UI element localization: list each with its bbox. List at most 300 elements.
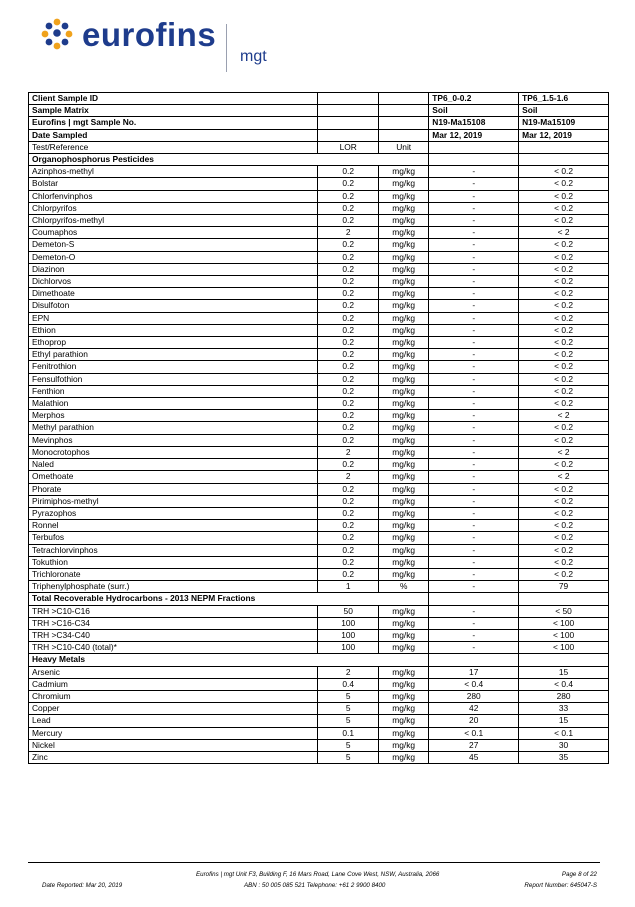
table-row xyxy=(29,459,609,471)
unit-value: mg/kg xyxy=(379,312,429,324)
sample1-result: - xyxy=(429,507,519,519)
sample2-result: < 0.2 xyxy=(519,166,609,178)
sample2-result: < 0.2 xyxy=(519,312,609,324)
sample1-result: - xyxy=(429,239,519,251)
unit-value: mg/kg xyxy=(379,385,429,397)
analyte-name: Tetrachlorvinphos xyxy=(29,544,318,556)
analyte-name: Methyl parathion xyxy=(29,422,318,434)
section-header-row xyxy=(29,593,609,605)
sample1-result: - xyxy=(429,434,519,446)
lor-value: 0.2 xyxy=(318,178,379,190)
sample2-id: TP6_1.5-1.6 xyxy=(519,93,609,105)
sample2-result: < 100 xyxy=(519,617,609,629)
label-date-sampled: Date Sampled xyxy=(29,129,318,141)
lor-value: 0.2 xyxy=(318,251,379,263)
sample1-result: 42 xyxy=(429,703,519,715)
sample2-result: < 2 xyxy=(519,227,609,239)
analyte-name: Trichloronate xyxy=(29,568,318,580)
lor-value: 0.2 xyxy=(318,373,379,385)
lor-value: 5 xyxy=(318,703,379,715)
lor-value: 5 xyxy=(318,690,379,702)
unit-value: mg/kg xyxy=(379,544,429,556)
analyte-name: Mevinphos xyxy=(29,434,318,446)
lor-value: 0.2 xyxy=(318,312,379,324)
table-row xyxy=(29,532,609,544)
analyte-name: Fenthion xyxy=(29,385,318,397)
header-row-date-sampled xyxy=(29,129,609,141)
sample1-result: - xyxy=(429,410,519,422)
lor-value: 0.2 xyxy=(318,215,379,227)
sample2-result: < 0.2 xyxy=(519,495,609,507)
lor-value: 1 xyxy=(318,581,379,593)
analyte-name: Chromium xyxy=(29,690,318,702)
label-sample-no: Eurofins | mgt Sample No. xyxy=(29,117,318,129)
analyte-name: TRH >C10-C16 xyxy=(29,605,318,617)
unit-value: mg/kg xyxy=(379,605,429,617)
sample2-result: < 0.1 xyxy=(519,727,609,739)
sample2-result: 15 xyxy=(519,666,609,678)
sample2-result: < 0.2 xyxy=(519,337,609,349)
analyte-name: Bolstar xyxy=(29,178,318,190)
unit-value: mg/kg xyxy=(379,520,429,532)
analyte-name: Tokuthion xyxy=(29,556,318,568)
unit-value: mg/kg xyxy=(379,373,429,385)
footer-page-number: Page 8 of 22 xyxy=(561,871,597,878)
lor-value: 5 xyxy=(318,715,379,727)
table-row xyxy=(29,703,609,715)
unit-value: mg/kg xyxy=(379,507,429,519)
analyte-name: Demeton-S xyxy=(29,239,318,251)
unit-value: mg/kg xyxy=(379,690,429,702)
lor-value: 0.2 xyxy=(318,520,379,532)
table-row xyxy=(29,300,609,312)
unit-value: mg/kg xyxy=(379,483,429,495)
lor-value: 0.2 xyxy=(318,568,379,580)
section-title: Organophosphorus Pesticides xyxy=(29,154,318,166)
table-row xyxy=(29,471,609,483)
sample2-result: < 0.2 xyxy=(519,178,609,190)
sample2-result: < 50 xyxy=(519,605,609,617)
lor-value: 0.2 xyxy=(318,483,379,495)
sample1-matrix: Soil xyxy=(429,105,519,117)
sample1-result: - xyxy=(429,324,519,336)
sample2-result: 33 xyxy=(519,703,609,715)
analyte-name: Copper xyxy=(29,703,318,715)
unit-value: mg/kg xyxy=(379,459,429,471)
unit-value: mg/kg xyxy=(379,678,429,690)
sample2-result: < 0.2 xyxy=(519,532,609,544)
table-row xyxy=(29,227,609,239)
table-row xyxy=(29,178,609,190)
header-row-sample-no xyxy=(29,117,609,129)
unit-value: mg/kg xyxy=(379,410,429,422)
logo-sub-brand: mgt xyxy=(240,48,267,65)
analyte-name: Phorate xyxy=(29,483,318,495)
lor-value: 0.4 xyxy=(318,678,379,690)
table-row xyxy=(29,581,609,593)
table-row xyxy=(29,166,609,178)
results-table xyxy=(28,92,609,764)
sample1-result: - xyxy=(429,337,519,349)
table-row xyxy=(29,666,609,678)
sample1-result: - xyxy=(429,568,519,580)
lor-value: 0.2 xyxy=(318,300,379,312)
unit-value: mg/kg xyxy=(379,178,429,190)
sample1-result: - xyxy=(429,629,519,641)
lor-value: 0.2 xyxy=(318,532,379,544)
sample2-matrix: Soil xyxy=(519,105,609,117)
table-row xyxy=(29,215,609,227)
sample2-result: < 2 xyxy=(519,471,609,483)
unit-value: mg/kg xyxy=(379,715,429,727)
sample2-result: < 0.2 xyxy=(519,398,609,410)
sample2-result: < 0.2 xyxy=(519,459,609,471)
unit-value: mg/kg xyxy=(379,337,429,349)
analyte-name: Ethion xyxy=(29,324,318,336)
lor-value: 2 xyxy=(318,446,379,458)
lor-value: 2 xyxy=(318,471,379,483)
sample2-result: < 100 xyxy=(519,629,609,641)
analyte-name: Lead xyxy=(29,715,318,727)
lor-value: 0.2 xyxy=(318,507,379,519)
lor-value: 2 xyxy=(318,227,379,239)
lor-value: 0.2 xyxy=(318,495,379,507)
lor-value: 0.1 xyxy=(318,727,379,739)
unit-value: mg/kg xyxy=(379,642,429,654)
table-row xyxy=(29,263,609,275)
lor-value: 100 xyxy=(318,617,379,629)
sample1-result: - xyxy=(429,166,519,178)
unit-value: mg/kg xyxy=(379,703,429,715)
analyte-name: Pyrazophos xyxy=(29,507,318,519)
analyte-name: Dimethoate xyxy=(29,288,318,300)
sample1-result: - xyxy=(429,190,519,202)
analyte-name: TRH >C16-C34 xyxy=(29,617,318,629)
table-row xyxy=(29,312,609,324)
lor-value: 0.2 xyxy=(318,385,379,397)
analyte-name: Merphos xyxy=(29,410,318,422)
unit-value: mg/kg xyxy=(379,629,429,641)
sample1-result: - xyxy=(429,263,519,275)
sample2-result: < 0.2 xyxy=(519,520,609,532)
sample1-result: 280 xyxy=(429,690,519,702)
footer-divider xyxy=(28,862,600,863)
sample2-result: < 0.2 xyxy=(519,434,609,446)
analyte-name: Pirimiphos-methyl xyxy=(29,495,318,507)
table-row xyxy=(29,337,609,349)
sample1-result: - xyxy=(429,544,519,556)
sample1-result: - xyxy=(429,483,519,495)
lor-value: 0.2 xyxy=(318,239,379,251)
analyte-name: Arsenic xyxy=(29,666,318,678)
unit-value: mg/kg xyxy=(379,666,429,678)
table-row xyxy=(29,288,609,300)
lor-value: 0.2 xyxy=(318,544,379,556)
analyte-name: Ethoprop xyxy=(29,337,318,349)
sample1-result: < 0.1 xyxy=(429,727,519,739)
footer-date-reported: Date Reported: Mar 20, 2019 xyxy=(42,882,123,889)
table-row xyxy=(29,715,609,727)
sample1-result: - xyxy=(429,215,519,227)
table-row xyxy=(29,373,609,385)
table-row xyxy=(29,361,609,373)
unit-value: mg/kg xyxy=(379,556,429,568)
lor-value: 0.2 xyxy=(318,398,379,410)
sample1-result: - xyxy=(429,251,519,263)
col-lor: LOR xyxy=(318,141,379,153)
sample1-result: - xyxy=(429,288,519,300)
lor-value: 0.2 xyxy=(318,276,379,288)
sample1-result: - xyxy=(429,605,519,617)
unit-value: mg/kg xyxy=(379,166,429,178)
lor-value: 0.2 xyxy=(318,349,379,361)
sample1-result: - xyxy=(429,520,519,532)
table-row xyxy=(29,544,609,556)
table-row xyxy=(29,434,609,446)
table-row xyxy=(29,739,609,751)
unit-value: mg/kg xyxy=(379,532,429,544)
sample1-result: 17 xyxy=(429,666,519,678)
sample1-result: 45 xyxy=(429,751,519,763)
sample1-result: 27 xyxy=(429,739,519,751)
table-row xyxy=(29,520,609,532)
sample1-result: - xyxy=(429,373,519,385)
sample2-result: 79 xyxy=(519,581,609,593)
sample1-result: - xyxy=(429,361,519,373)
sample1-result: - xyxy=(429,422,519,434)
analyte-name: Diazinon xyxy=(29,263,318,275)
analyte-name: Ronnel xyxy=(29,520,318,532)
unit-value: mg/kg xyxy=(379,349,429,361)
footer-report-number: Report Number: 645047-S xyxy=(524,882,597,889)
lor-value: 0.2 xyxy=(318,434,379,446)
lor-value: 0.2 xyxy=(318,166,379,178)
sample2-result: < 0.2 xyxy=(519,544,609,556)
table-row xyxy=(29,483,609,495)
unit-value: mg/kg xyxy=(379,751,429,763)
table-row xyxy=(29,507,609,519)
unit-value: mg/kg xyxy=(379,471,429,483)
sample1-result: - xyxy=(429,276,519,288)
sample2-result: < 0.2 xyxy=(519,385,609,397)
table-row xyxy=(29,276,609,288)
sample2-result: < 0.2 xyxy=(519,324,609,336)
table-row xyxy=(29,556,609,568)
table-row xyxy=(29,422,609,434)
unit-value: mg/kg xyxy=(379,495,429,507)
sample2-result: < 0.4 xyxy=(519,678,609,690)
sample1-result: - xyxy=(429,471,519,483)
unit-value: mg/kg xyxy=(379,202,429,214)
sample1-result: - xyxy=(429,556,519,568)
analyte-name: Disulfoton xyxy=(29,300,318,312)
sample1-result: - xyxy=(429,398,519,410)
column-header-row xyxy=(29,141,609,153)
analyte-name: Chlorfenvinphos xyxy=(29,190,318,202)
sample2-result: < 0.2 xyxy=(519,568,609,580)
sample2-result: < 0.2 xyxy=(519,300,609,312)
lor-value: 2 xyxy=(318,666,379,678)
table-row xyxy=(29,239,609,251)
sample2-result: < 0.2 xyxy=(519,276,609,288)
analyte-name: Chlorpyrifos xyxy=(29,202,318,214)
analyte-name: Mercury xyxy=(29,727,318,739)
unit-value: mg/kg xyxy=(379,434,429,446)
unit-value: mg/kg xyxy=(379,568,429,580)
analyte-name: Azinphos-methyl xyxy=(29,166,318,178)
analyte-name: Malathion xyxy=(29,398,318,410)
analyte-name: Cadmium xyxy=(29,678,318,690)
analyte-name: Terbufos xyxy=(29,532,318,544)
table-row xyxy=(29,629,609,641)
sample1-number: N19-Ma15108 xyxy=(429,117,519,129)
sample1-result: - xyxy=(429,349,519,361)
logo-wordmark: eurofins xyxy=(82,16,217,53)
sample1-result: - xyxy=(429,312,519,324)
unit-value: mg/kg xyxy=(379,215,429,227)
sample2-number: N19-Ma15109 xyxy=(519,117,609,129)
table-row xyxy=(29,446,609,458)
unit-value: % xyxy=(379,581,429,593)
footer-abn-telephone: ABN : 50 005 085 521 Telephone: +61 2 9900 8400 xyxy=(244,882,386,889)
lor-value: 0.2 xyxy=(318,190,379,202)
unit-value: mg/kg xyxy=(379,251,429,263)
unit-value: mg/kg xyxy=(379,739,429,751)
sample1-result: < 0.4 xyxy=(429,678,519,690)
analyte-name: Monocrotophos xyxy=(29,446,318,458)
table-row xyxy=(29,568,609,580)
unit-value: mg/kg xyxy=(379,324,429,336)
unit-value: mg/kg xyxy=(379,276,429,288)
col-unit: Unit xyxy=(379,141,429,153)
table-row xyxy=(29,617,609,629)
unit-value: mg/kg xyxy=(379,727,429,739)
sample2-result: < 0.2 xyxy=(519,202,609,214)
section-title: Heavy Metals xyxy=(29,654,318,666)
sample2-result: < 0.2 xyxy=(519,483,609,495)
sample1-result: - xyxy=(429,581,519,593)
footer-address: Eurofins | mgt Unit F3, Building F, 16 Mars Road, Lane Cove West, NSW, Australia, 2066 xyxy=(196,871,440,878)
table-row xyxy=(29,349,609,361)
analyte-name: TRH >C34-C40 xyxy=(29,629,318,641)
table-row xyxy=(29,605,609,617)
table-row xyxy=(29,642,609,654)
table-row xyxy=(29,751,609,763)
section-header-row xyxy=(29,654,609,666)
analyte-name: EPN xyxy=(29,312,318,324)
lor-value: 0.2 xyxy=(318,337,379,349)
sample2-result: < 0.2 xyxy=(519,556,609,568)
analyte-name: Zinc xyxy=(29,751,318,763)
sample1-result: - xyxy=(429,642,519,654)
analyte-name: Fensulfothion xyxy=(29,373,318,385)
sample1-result: - xyxy=(429,617,519,629)
analyte-name: Demeton-O xyxy=(29,251,318,263)
analyte-name: Triphenylphosphate (surr.) xyxy=(29,581,318,593)
lor-value: 0.2 xyxy=(318,324,379,336)
sample2-result: < 0.2 xyxy=(519,373,609,385)
unit-value: mg/kg xyxy=(379,239,429,251)
header-row-sample-matrix xyxy=(29,105,609,117)
sample2-result: < 2 xyxy=(519,410,609,422)
lor-value: 5 xyxy=(318,751,379,763)
analyte-name: Dichlorvos xyxy=(29,276,318,288)
sample1-result: - xyxy=(429,459,519,471)
lor-value: 100 xyxy=(318,642,379,654)
col-test-reference: Test/Reference xyxy=(29,141,318,153)
table-row xyxy=(29,251,609,263)
unit-value: mg/kg xyxy=(379,398,429,410)
analyte-name: Naled xyxy=(29,459,318,471)
sample1-result: - xyxy=(429,385,519,397)
analyte-name: Fenitrothion xyxy=(29,361,318,373)
lor-value: 0.2 xyxy=(318,556,379,568)
sample2-result: < 0.2 xyxy=(519,349,609,361)
unit-value: mg/kg xyxy=(379,300,429,312)
unit-value: mg/kg xyxy=(379,227,429,239)
sample1-id: TP6_0-0.2 xyxy=(429,93,519,105)
lor-value: 100 xyxy=(318,629,379,641)
header-row-client-sample-id xyxy=(29,93,609,105)
section-header-row xyxy=(29,154,609,166)
table-row xyxy=(29,727,609,739)
lor-value: 0.2 xyxy=(318,361,379,373)
unit-value: mg/kg xyxy=(379,361,429,373)
sample1-result: - xyxy=(429,532,519,544)
table-row xyxy=(29,678,609,690)
lor-value: 0.2 xyxy=(318,410,379,422)
unit-value: mg/kg xyxy=(379,288,429,300)
sample2-result: < 0.2 xyxy=(519,251,609,263)
sample2-result: < 0.2 xyxy=(519,361,609,373)
label-sample-matrix: Sample Matrix xyxy=(29,105,318,117)
table-row xyxy=(29,202,609,214)
sample2-result: 15 xyxy=(519,715,609,727)
section-title: Total Recoverable Hydrocarbons - 2013 NEPM Fractions xyxy=(29,593,318,605)
sample1-result: - xyxy=(429,178,519,190)
table-row xyxy=(29,690,609,702)
lor-value: 5 xyxy=(318,739,379,751)
sample2-result: < 0.2 xyxy=(519,288,609,300)
sample1-result: - xyxy=(429,202,519,214)
analyte-name: Nickel xyxy=(29,739,318,751)
sample1-result: - xyxy=(429,495,519,507)
unit-value: mg/kg xyxy=(379,446,429,458)
sample2-result: < 0.2 xyxy=(519,507,609,519)
lor-value: 50 xyxy=(318,605,379,617)
lor-value: 0.2 xyxy=(318,459,379,471)
sample2-result: 30 xyxy=(519,739,609,751)
lor-value: 0.2 xyxy=(318,202,379,214)
sample1-result: - xyxy=(429,300,519,312)
label-client-sample-id: Client Sample ID xyxy=(29,93,318,105)
sample2-result: < 0.2 xyxy=(519,215,609,227)
analyte-name: Chlorpyrifos-methyl xyxy=(29,215,318,227)
analyte-name: Coumaphos xyxy=(29,227,318,239)
lor-value: 0.2 xyxy=(318,263,379,275)
lor-value: 0.2 xyxy=(318,422,379,434)
results-table-body xyxy=(29,93,609,764)
unit-value: mg/kg xyxy=(379,263,429,275)
sample2-result: < 0.2 xyxy=(519,263,609,275)
sample2-result: < 2 xyxy=(519,446,609,458)
sample2-result: 280 xyxy=(519,690,609,702)
table-row xyxy=(29,398,609,410)
sample1-result: - xyxy=(429,446,519,458)
table-row xyxy=(29,410,609,422)
lor-value: 0.2 xyxy=(318,288,379,300)
table-row xyxy=(29,190,609,202)
